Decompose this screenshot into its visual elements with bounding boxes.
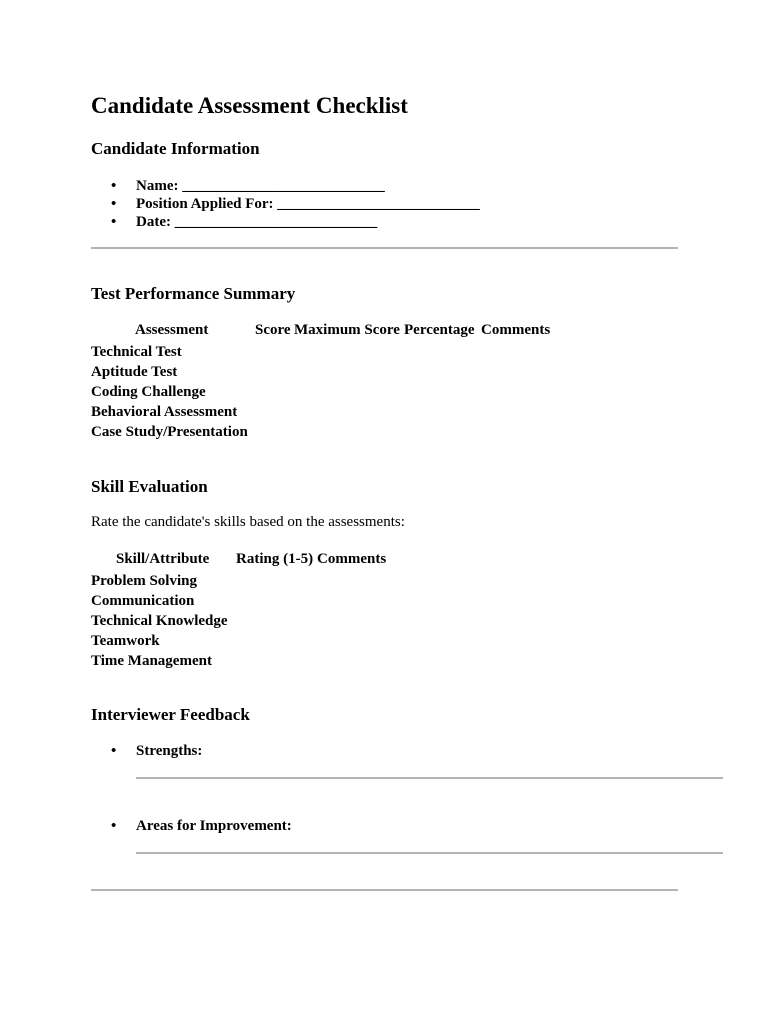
table-row: Problem Solving — [91, 573, 197, 589]
column-header: Skill/Attribute — [116, 551, 210, 567]
column-header: Rating (1-5) — [236, 551, 314, 567]
table-header — [91, 322, 611, 342]
field-label: Name: — [136, 178, 179, 194]
column-header: Percentage — [404, 322, 475, 338]
test-summary-table — [91, 322, 611, 442]
column-header: Score — [255, 322, 291, 338]
field-blank: ___________________________ — [174, 214, 378, 230]
page-title: Candidate Assessment Checklist — [91, 93, 408, 118]
column-header: Comments — [481, 322, 551, 338]
field-label: Position Applied For: — [136, 196, 274, 212]
test-summary-heading: Test Performance Summary — [91, 284, 296, 303]
table-row: Technical Knowledge — [91, 613, 228, 629]
section-divider — [91, 889, 678, 891]
table-row: Coding Challenge — [91, 384, 206, 400]
skill-eval-heading: Skill Evaluation — [91, 477, 208, 496]
list-item-name — [91, 177, 480, 195]
feedback-item-improvement — [91, 818, 723, 858]
candidate-info-list — [91, 177, 480, 231]
field-label: Date: — [136, 214, 171, 230]
section-divider — [91, 247, 678, 249]
column-header: Maximum Score — [294, 322, 400, 338]
feedback-write-line — [136, 852, 723, 854]
feedback-label: Areas for Improvement: — [136, 818, 292, 834]
feedback-item-strengths — [91, 743, 723, 783]
field-blank: ___________________________ — [277, 196, 480, 212]
bullet-icon: • — [111, 196, 117, 212]
feedback-heading: Interviewer Feedback — [91, 705, 250, 724]
table-row: Technical Test — [91, 344, 182, 360]
field-blank: ___________________________ — [182, 178, 385, 194]
bullet-icon: • — [111, 178, 117, 194]
table-row: Communication — [91, 593, 195, 609]
bullet-icon: • — [111, 214, 117, 230]
list-item-position — [91, 195, 480, 213]
column-header: Assessment — [135, 322, 209, 338]
column-header: Comments — [317, 551, 387, 567]
bullet-icon: • — [111, 743, 117, 759]
table-row: Teamwork — [91, 633, 160, 649]
table-row: Behavioral Assessment — [91, 404, 238, 420]
table-row: Aptitude Test — [91, 364, 178, 380]
bullet-icon: • — [111, 818, 117, 834]
skill-eval-intro: Rate the candidate's skills based on the assessments: — [91, 514, 405, 530]
candidate-info-heading: Candidate Information — [91, 139, 260, 158]
table-row: Time Management — [91, 653, 212, 669]
skill-eval-table — [91, 551, 451, 671]
list-item-date — [91, 213, 480, 231]
feedback-write-line — [136, 777, 723, 779]
feedback-label: Strengths: — [136, 743, 203, 759]
table-header — [91, 551, 451, 571]
table-row: Case Study/Presentation — [91, 424, 248, 440]
